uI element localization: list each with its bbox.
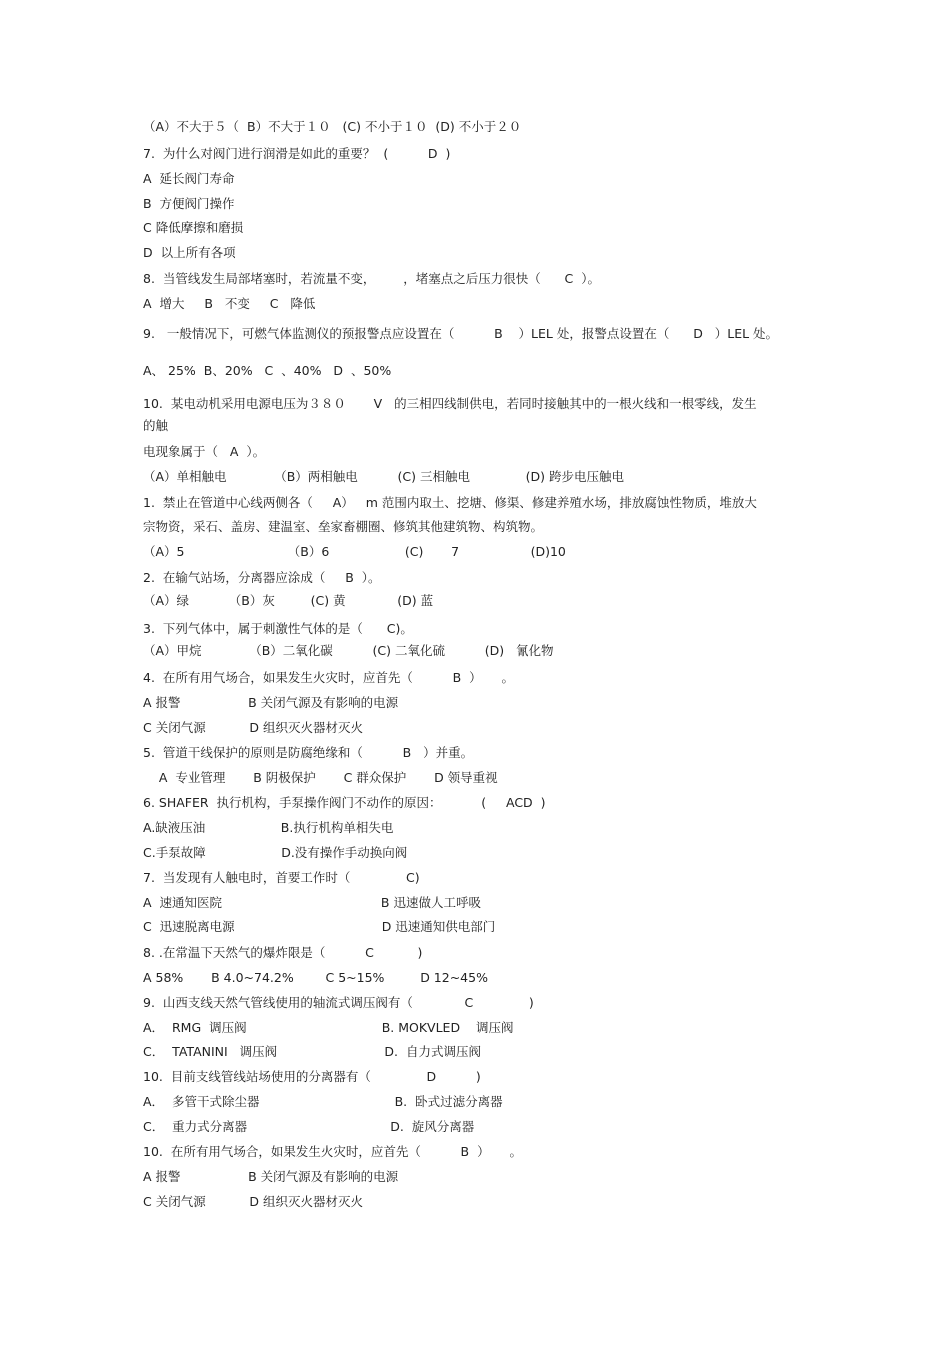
- text-line: C． TATANINI 调压阀 D. 自力式调压阀: [143, 1044, 481, 1059]
- text-line: 7. 当发现有人触电时，首要工作时（ C): [143, 870, 420, 885]
- text-line: （A）单相触电 （B）两相触电 (C) 三相触电 (D) 跨步电压触电: [143, 469, 624, 484]
- text-line: 10. 某电动机采用电源电压为３８０ V 的三相四线制供电，若同时接触其中的一根火线和一根零线，发生: [143, 396, 757, 411]
- text-line: A 报警 B 关闭气源及有影响的电源: [143, 695, 399, 710]
- text-line: （A）甲烷 （B）二氧化碳 (C) 二氧化硫 (D) 氰化物: [143, 643, 554, 658]
- text-line: （A）绿 （B）灰 (C) 黄 (D) 蓝: [143, 593, 434, 608]
- text-line: A 速通知医院 B 迅速做人工呼吸: [143, 895, 481, 910]
- text-line: C 降低摩擦和磨损: [143, 220, 244, 235]
- text-line: 的触: [143, 418, 169, 433]
- text-line: C 关闭气源 D 组织灭火器材灭火: [143, 720, 364, 735]
- text-line: A． 多管干式除尘器 B. 卧式过滤分离器: [143, 1094, 503, 1109]
- text-line: A． RMG 调压阀 B. MOKVLED 调压阀: [143, 1020, 514, 1035]
- text-line: B 方便阀门操作: [143, 196, 235, 211]
- text-line: 电现象属于（ A ）。: [143, 444, 266, 459]
- text-line: C.手泵故障 D.没有操作手动换向阀: [143, 845, 408, 860]
- text-line: A 专业管理 B 阴极保护 C 群众保护 D 领导重视: [143, 770, 498, 785]
- text-line: A 延长阀门寿命: [143, 171, 235, 186]
- text-line: 9. 一般情况下，可燃气体监测仪的预报警点应设置在（ B ）LEL 处，报警点设置在（ D ）LEL 处。: [143, 326, 779, 341]
- text-line: 7. 为什么对阀门进行润滑是如此的重要？ ( D ): [143, 146, 451, 161]
- text-line: 9. 山西支线天然气管线使用的轴流式调压阀有（ C ): [143, 995, 534, 1010]
- text-line: A、 25% B、20% C 、40% D 、50%: [143, 363, 392, 378]
- text-line: C 迅速脱离电源 D 迅速通知供电部门: [143, 919, 496, 934]
- text-line: 4. 在所有用气场合，如果发生火灾时，应首先（ B ） 。: [143, 670, 514, 685]
- text-line: A 增大 B 不变 C 降低: [143, 296, 316, 311]
- text-line: 1. 禁止在管道中心线两侧各（ A） m 范围内取土、挖塘、修渠、修建养殖水场，排放腐蚀性物质，堆放大: [143, 495, 757, 510]
- text-line: （A）不大于５（ B）不大于１０ (C) 不小于１０ (D) 不小于２０: [143, 119, 522, 134]
- text-line: 3. 下列气体中，属于刺激性气体的是（ C)。: [143, 621, 413, 636]
- text-line: 8. .在常温下天然气的爆炸限是（ C ): [143, 945, 423, 960]
- text-line: C 关闭气源 D 组织灭火器材灭火: [143, 1194, 364, 1209]
- text-line: 10. 在所有用气场合，如果发生火灾时，应首先（ B ） 。: [143, 1144, 522, 1159]
- text-line: A 58% B 4.0~74.2% C 5~15% D 12~45%: [143, 970, 488, 985]
- text-line: （A）5 （B）6 (C) 7 (D)10: [143, 544, 566, 559]
- text-line: 5. 管道干线保护的原则是防腐绝缘和（ B ）并重。: [143, 745, 474, 760]
- text-line: 10. 目前支线管线站场使用的分离器有（ D ): [143, 1069, 481, 1084]
- text-line: 8. 当管线发生局部堵塞时，若流量不变， ，堵塞点之后压力很快（ C ）。: [143, 271, 600, 286]
- text-line: D 以上所有各项: [143, 245, 236, 260]
- text-line: A.缺液压油 B.执行机构单相失电: [143, 820, 394, 835]
- text-line: 宗物资，采石、盖房、建温室、垒家畜棚圈、修筑其他建筑物、构筑物。: [143, 519, 544, 534]
- text-line: A 报警 B 关闭气源及有影响的电源: [143, 1169, 399, 1184]
- text-line: 2. 在输气站场，分离器应涂成（ B ）。: [143, 570, 381, 585]
- text-line: C． 重力式分离器 D. 旋风分离器: [143, 1119, 475, 1134]
- text-line: 6. SHAFER 执行机构，手泵操作阀门不动作的原因： ( ACD ): [143, 795, 546, 810]
